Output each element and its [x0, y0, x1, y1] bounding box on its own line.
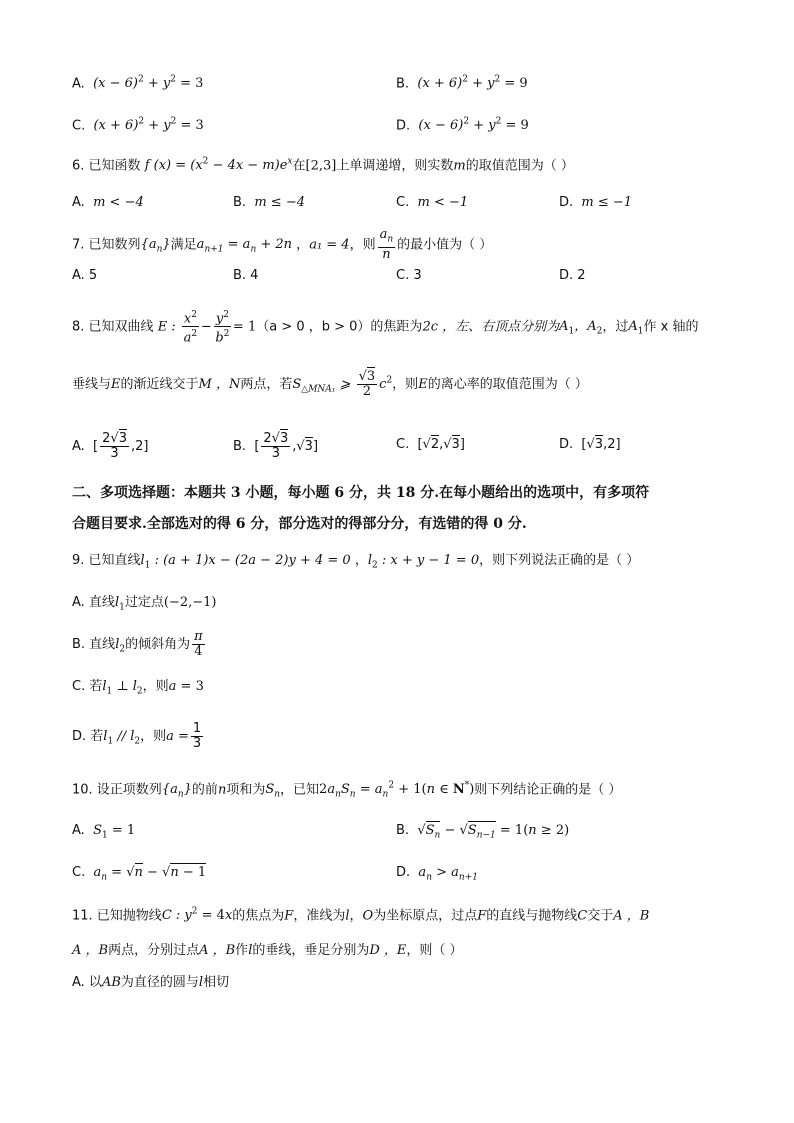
q7-option-d: D. 2	[559, 268, 586, 283]
q7-fraction: $\frac{a_n}{n}$	[379, 227, 394, 262]
q8-option-a: A. [ $\frac{2√3}{3}$ ,2]	[72, 431, 149, 461]
q8-line1: 8. 已知双曲线 E : $\frac{x^2}{a^2}$ − $\frac{y^2}{b^2}$ = 1（a > 0 ，b > 0）的焦距为2c ，左、右顶点分别为$A_1$，$A_2$，过$A_1$作 x 轴的	[72, 310, 699, 346]
section2-heading-line2: 合题目要求.全部选对的得 6 分，部分选对的得部分分，有选错的得 0 分.	[72, 516, 527, 532]
q5-option-b-expr: $(x + 6)^2 + y^2 = 9$	[417, 75, 528, 92]
q5-option-c-expr: $(x + 6)^2 + y^2 = 3$	[93, 117, 204, 134]
q9-option-c: C. 若$l_1$ ⊥ $l_2$，则a = 3	[72, 679, 204, 697]
q11-parabola: C : $y^2 = 4x$	[161, 907, 233, 924]
section2-heading-line1: 二、多项选择题：本题共 3 小题，每小题 6 分，共 18 分.在每小题给出的选项中，有多项符	[72, 485, 650, 501]
q9-line-l1: $l_1$ : (a + 1)x − (2a − 2)y + 4 = 0	[140, 553, 351, 571]
q11-line1: 11. 已知抛物线C : $y^2 = 4x$的焦点为F，准线为l，O为坐标原点，过点F的直线与抛物线C交于A ，B	[72, 907, 650, 924]
q8-sqrt3-over-2: $\frac{√3}{2}$	[358, 369, 376, 399]
q10-option-d: D. $a_n > a_{n+1}$	[396, 865, 478, 883]
q8-line2: 垂线与E的渐近线交于M ，N两点，若$S_{\triangle MNA_1}$ ⩾ $\frac{√3}{2}$ $c^2$，则E的离心率的取值范围为（ ）	[72, 369, 588, 399]
q5-option-b: B. $(x + 6)^2 + y^2 = 9$	[396, 75, 528, 92]
q6-stem: 6. 已知函数 f $(x) = (x^2 - 4x - m)e^x$在[2,3]上单调递增，则实数m的取值范围为（ ）	[72, 157, 574, 174]
q8-area: $S_{\triangle MNA_1}$ ⩾	[292, 377, 355, 395]
q7-option-a: A. 5	[72, 268, 98, 283]
q6-option-b: B. m ≤ −4	[233, 195, 305, 210]
q8-frac-x: $\frac{x^2}{a^2}$	[183, 310, 198, 346]
q5-option-d-expr: $(x - 6)^2 + y^2 = 9$	[418, 117, 529, 134]
q6-option-a: A. m < −4	[72, 195, 144, 210]
q9-stem: 9. 已知直线$l_1$ : (a + 1)x − (2a − 2)y + 4 = 0 ，$l_2$ : x + y − 1 = 0，则下列说法正确的是（ ）	[72, 553, 640, 571]
q11-line2: A ，B两点，分别过点A ，B作l的垂线，垂足分别为D ，E，则（ ）	[72, 943, 463, 958]
q7-sequence: $\{a_n\}$	[140, 237, 171, 255]
q9-line-l2: $l_2$ : x + y − 1 = 0	[367, 553, 480, 571]
q8-option-d: D. [√3,2]	[559, 437, 621, 452]
q10-option-a: A. $S_1 = 1$	[72, 823, 136, 841]
q6-option-d: D. m ≤ −1	[559, 195, 633, 210]
q11-option-a: A. 以AB为直径的圆与l相切	[72, 975, 230, 990]
q5-option-a: A. $(x - 6)^2 + y^2 = 3$	[72, 75, 204, 92]
q7-stem: 7. 已知数列$\{a_n\}$满足$a_{n+1} = a_n + 2n$ ，a₁ = 4，则 $\frac{a_n}{n}$ 的最小值为（ ）	[72, 227, 493, 262]
q5-option-a-expr: $(x - 6)^2 + y^2 = 3$	[93, 75, 204, 92]
q8-frac-y: $\frac{y^2}{b^2}$	[215, 310, 230, 346]
q10-stem: 10. 设正项数列$\{a_n\}$的前n项和为$S_n$，已知$2a_nS_n = a_n^2 + 1(n$ ∈ N*)则下列结论正确的是（ ）	[72, 781, 622, 800]
q9-option-a: A. 直线$l_1$过定点(−2,−1)	[72, 595, 217, 613]
q7-option-b: B. 4	[233, 268, 259, 283]
q6-function: f $(x) = (x^2 - 4x - m)e^x$	[144, 157, 293, 174]
q8-option-b: B. [ $\frac{2√3}{3}$ ,√3]	[233, 431, 319, 461]
q9-option-d: D. 若$l_1 // l_2$，则a = $\frac{1}{3}$	[72, 721, 202, 751]
q5-option-d: D. $(x - 6)^2 + y^2 = 9$	[396, 117, 529, 134]
q7-recurrence: $a_{n+1} = a_n + 2n$	[196, 237, 293, 255]
q8-hyperbola: E :	[157, 319, 176, 335]
q7-option-c: C. 3	[396, 268, 422, 283]
q10-condition: $2a_nS_n = a_n^2 + 1(n$ ∈ N*)	[319, 781, 475, 800]
q8-option-c: C. [√2,√3]	[396, 437, 465, 452]
q9-option-b: B. 直线$l_2$的倾斜角为 $\frac{\pi}{4}$	[72, 629, 203, 659]
q6-option-c: C. m < −1	[396, 195, 469, 210]
q10-option-b: B. $√S_n - √S_{n-1} = 1(n \ge 2)$	[396, 823, 570, 841]
q5-option-c: C. $(x + 6)^2 + y^2 = 3$	[72, 117, 204, 134]
q10-option-c: C. $a_n = √n - √n - 1$	[72, 865, 207, 883]
